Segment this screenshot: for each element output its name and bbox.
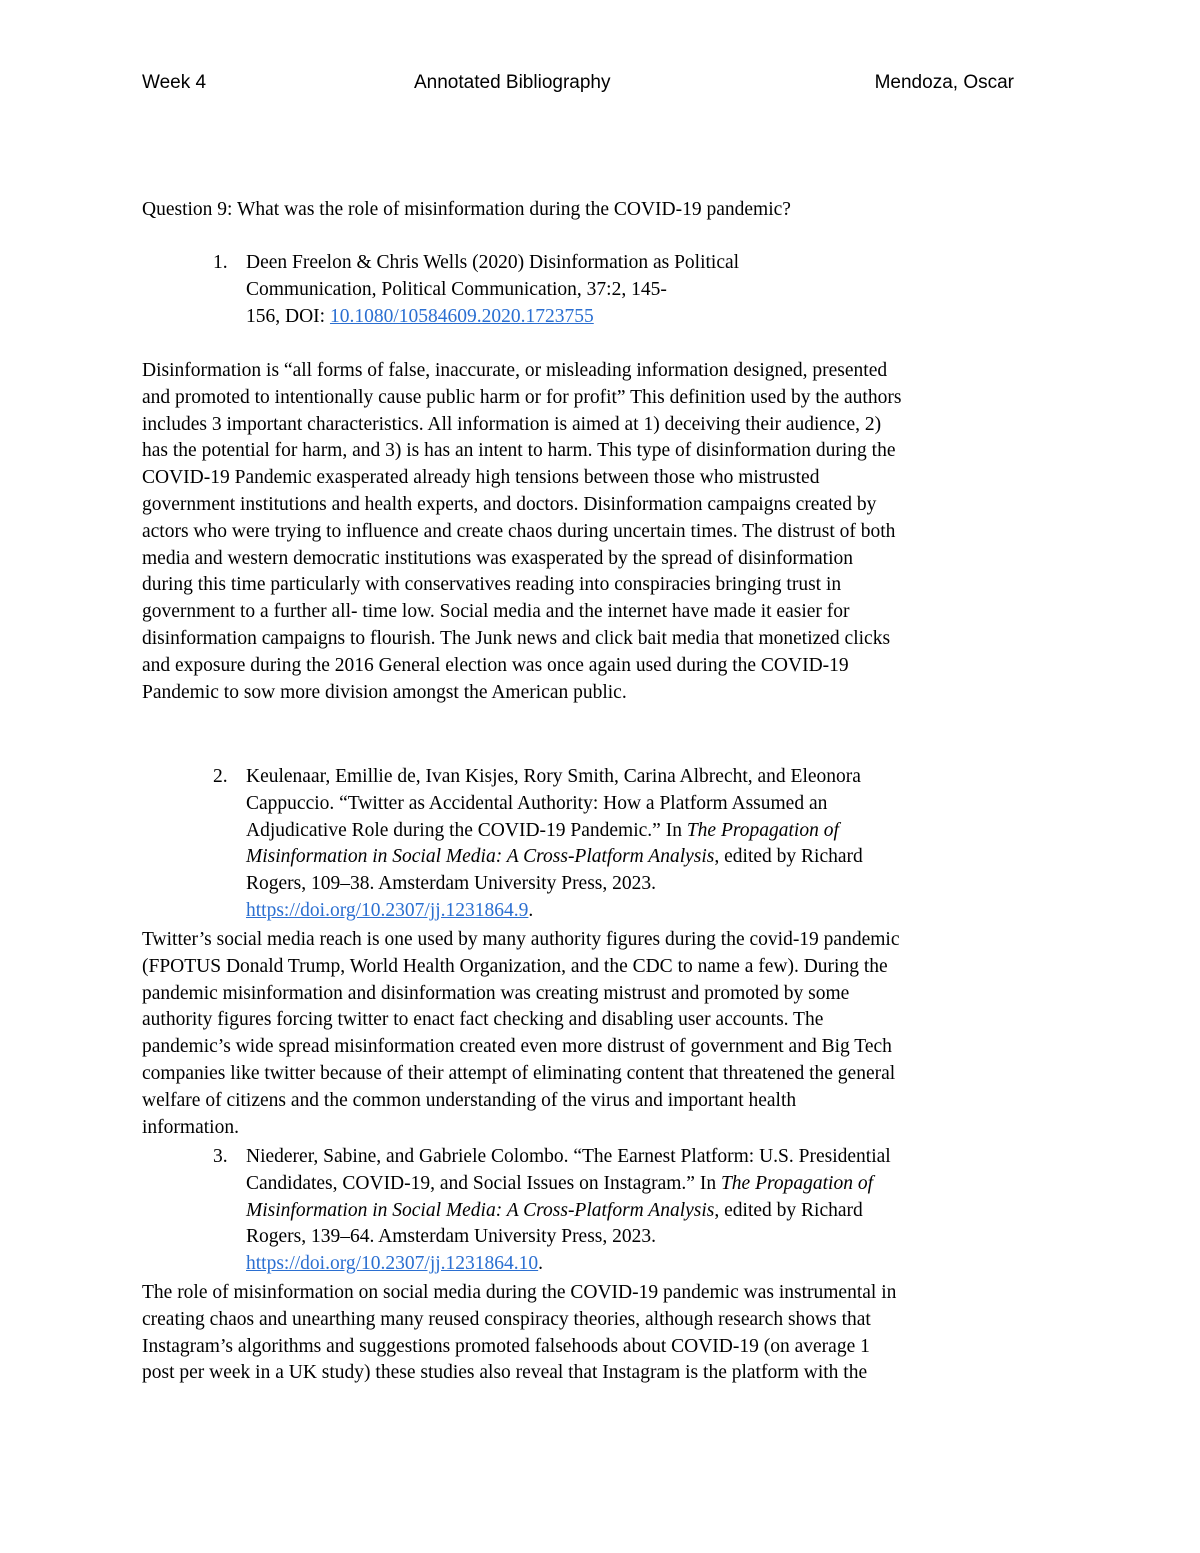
annotation-line: pandemic’s wide spread misinformation created even more distrust of government and Big Tech [142, 1036, 892, 1058]
annotation-line: government to a further all- time low. Social media and the internet have made it easier for [142, 601, 850, 623]
citation-line [246, 1198, 891, 1225]
citation-number: 1. [213, 252, 228, 273]
annotation-line: Twitter’s social media reach is one used by many authority figures during the covid-19 pandemic [142, 929, 900, 950]
annotation-line: authority figures forcing twitter to enact fact checking and disabling user accounts. The [142, 1009, 824, 1031]
annotation-line: disinformation campaigns to flourish. The Junk news and click bait media that monetized clicks [142, 627, 891, 649]
header-title: Annotated Bibliography [414, 72, 611, 93]
annotation-line: Disinformation is “all forms of false, inaccurate, or misleading information designed, presented [142, 360, 888, 381]
citation-doi-label: 156, DOI: [246, 305, 330, 327]
citation-text: , edited by Richard [714, 846, 863, 868]
annotation-line: Instagram’s algorithms and suggestions promoted falsehoods about COVID-19 (on average 1 [142, 1335, 870, 1357]
citation-line: Keulenaar, Emillie de, Ivan Kisjes, Rory Smith, Carina Albrecht, and Eleonora [246, 766, 861, 787]
citation-line: Rogers, 109–38. Amsterdam University Press, 2023. [246, 873, 657, 895]
annotation-2 [142, 927, 1062, 1141]
citation-line: Niederer, Sabine, and Gabriele Colombo. “The Earnest Platform: U.S. Presidential [246, 1146, 891, 1167]
annotation-line: includes 3 important characteristics. All information is aimed at 1) deceiving their audience, 2) [142, 413, 882, 435]
header-week: Week 4 [142, 72, 207, 93]
citation-text: Adjudicative Role during the COVID-19 Pandemic.” In [246, 819, 687, 841]
citation-text: Candidates, COVID-19, and Social Issues on Instagram.” In [246, 1172, 721, 1194]
annotation-line: post per week in a UK study) these studies also reveal that Instagram is the platform with the [142, 1362, 868, 1384]
citation-line [246, 1251, 891, 1278]
citation-line: Cappuccio. “Twitter as Accidental Authority: How a Platform Assumed an [246, 792, 828, 814]
citation-number: 2. [213, 766, 228, 787]
annotation-line: welfare of citizens and the common understanding of the virus and important health [142, 1089, 797, 1111]
annotation-line: pandemic misinformation and disinformation was creating mistrust and promoted by some [142, 982, 850, 1004]
citation-text: , edited by Richard [714, 1199, 863, 1221]
annotation-line: and promoted to intentionally cause public harm or for profit” This definition used by the authors [142, 386, 902, 408]
citation-period: . [538, 1253, 544, 1275]
book-title: The Propagation of [686, 819, 839, 841]
annotation-line: Pandemic to sow more division amongst the American public. [142, 681, 627, 703]
citation-period: . [528, 899, 534, 921]
book-title: Misinformation in Social Media: A Cross-Platform Analysis [246, 1199, 715, 1221]
page-header [142, 72, 1014, 102]
book-title: The Propagation of [720, 1172, 873, 1194]
annotation-line: and exposure during the 2016 General election was once again used during the COVID-19 [142, 654, 849, 676]
citation-line: Deen Freelon & Chris Wells (2020) Disinformation as Political [246, 252, 740, 273]
annotation-line: COVID-19 Pandemic exasperated already high tensions between those who mistrusted [142, 467, 820, 489]
annotation-1 [142, 358, 1062, 706]
book-title: Misinformation in Social Media: A Cross-Platform Analysis [246, 846, 715, 868]
citation-line [246, 304, 739, 331]
annotation-line: (FPOTUS Donald Trump, World Health Organization, and the CDC to name a few). During the [142, 955, 888, 977]
annotation-line: information. [142, 1116, 239, 1138]
annotation-line: creating chaos and unearthing many reused conspiracy theories, although research shows that [142, 1308, 871, 1330]
annotation-line: The role of misinformation on social media during the COVID-19 pandemic was instrumental in [142, 1282, 897, 1303]
doi-link[interactable]: https://doi.org/10.2307/jj.1231864.10 [246, 1253, 539, 1275]
annotation-line: government institutions and health experts, and doctors. Disinformation campaigns created by [142, 493, 877, 515]
citation-line [246, 818, 863, 845]
citation-line [246, 844, 863, 871]
citation-number: 3. [213, 1146, 228, 1167]
annotation-line: during this time particularly with conservatives reading into conspiracies bringing trust in [142, 574, 842, 596]
header-author: Mendoza, Oscar [874, 72, 1014, 93]
citation-line [246, 898, 863, 925]
annotation-line: actors who were trying to influence and create chaos during uncertain times. The distrust of both [142, 520, 896, 542]
annotation-line: has the potential for harm, and 3) is has an intent to harm. This type of disinformation during the [142, 440, 896, 462]
doi-link[interactable]: https://doi.org/10.2307/jj.1231864.9 [246, 899, 529, 921]
annotation-line: media and western democratic institutions was exasperated by the spread of disinformation [142, 547, 853, 569]
doi-link[interactable]: 10.1080/10584609.2020.1723755 [329, 305, 594, 327]
citation-line: Communication, Political Communication, 37:2, 145- [246, 278, 667, 300]
annotation-3 [142, 1280, 1062, 1387]
annotation-line: companies like twitter because of their attempt of eliminating content that threatened the general [142, 1062, 896, 1084]
citation-line [246, 1171, 891, 1198]
citation-line: Rogers, 139–64. Amsterdam University Press, 2023. [246, 1226, 657, 1248]
question-text: Question 9: What was the role of misinformation during the COVID-19 pandemic? [142, 199, 791, 220]
